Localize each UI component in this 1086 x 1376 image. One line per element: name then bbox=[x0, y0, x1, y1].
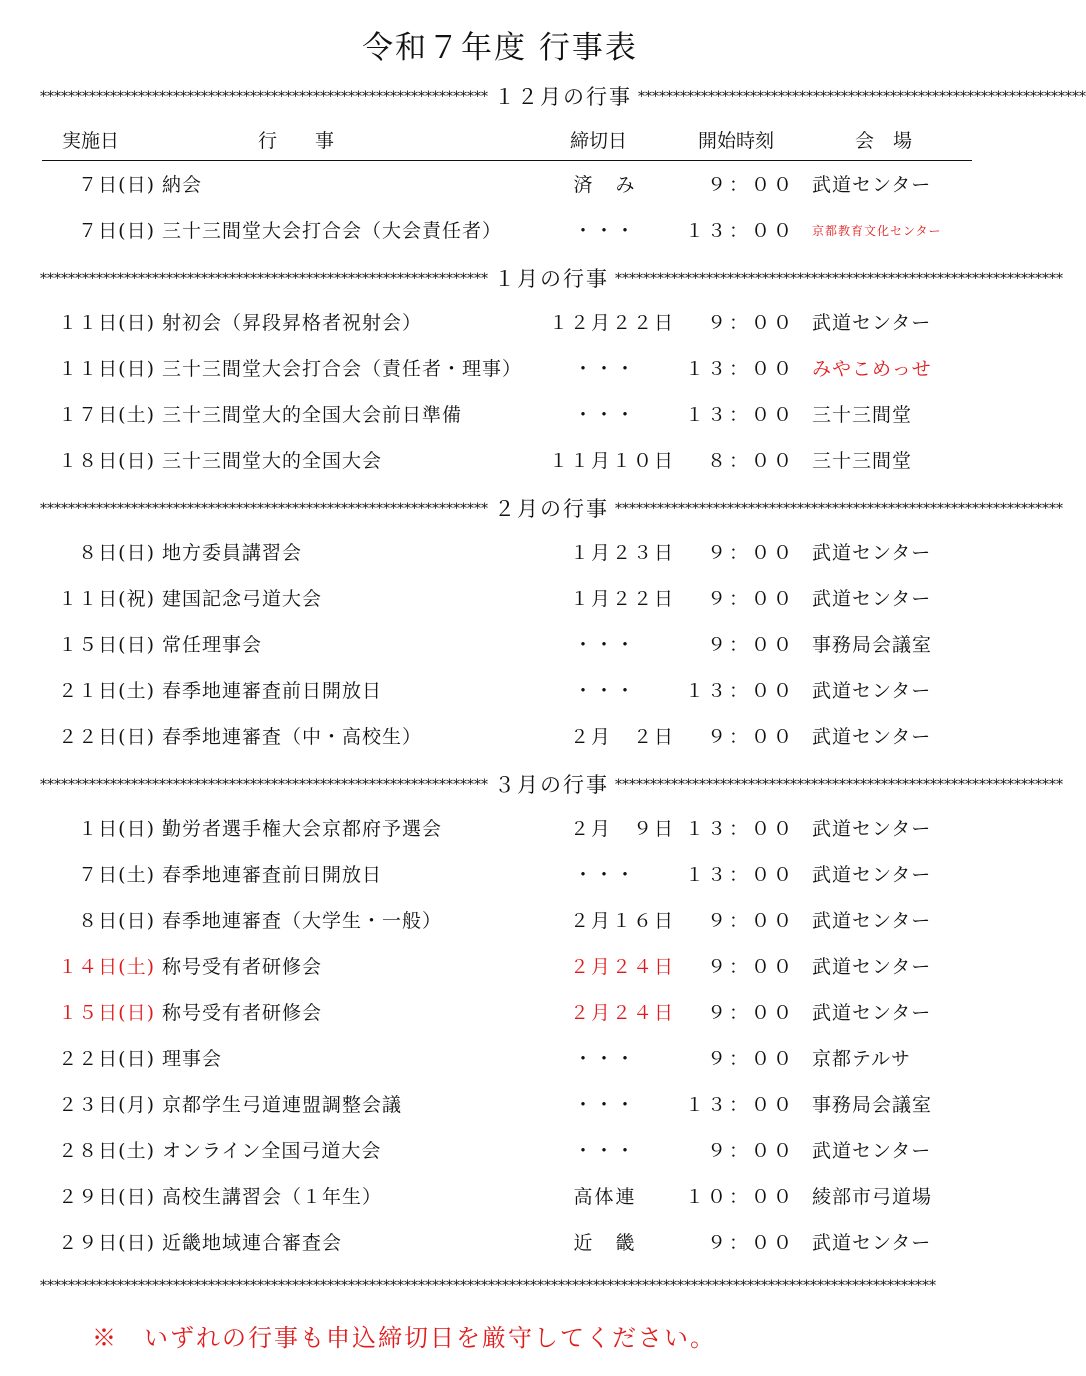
row-deadline: ２月２４日 bbox=[569, 956, 675, 978]
row-venue: 武道センター bbox=[812, 588, 932, 610]
row-venue: 武道センター bbox=[812, 956, 932, 978]
row-date: ２９日(日) bbox=[58, 1186, 155, 1208]
row-deadline: ・・・ bbox=[573, 1048, 637, 1070]
star-divider: **************************************************************** bbox=[615, 500, 1063, 517]
row-date: １日(日) bbox=[78, 818, 155, 840]
row-venue: 武道センター bbox=[812, 818, 932, 840]
row-deadline: ２月１６日 bbox=[569, 910, 675, 932]
star-divider: **************************************************************** bbox=[40, 88, 488, 105]
row-date: １７日(土) bbox=[58, 404, 155, 426]
row-venue: 武道センター bbox=[812, 312, 932, 334]
table-row bbox=[0, 1085, 1000, 1125]
row-venue: 武道センター bbox=[812, 726, 932, 748]
row-event: 称号受有者研修会 bbox=[162, 956, 323, 978]
row-date: １８日(日) bbox=[58, 450, 155, 472]
row-date: ２３日(月) bbox=[58, 1094, 155, 1116]
table-row bbox=[0, 211, 1000, 251]
star-divider: **************************************************************** bbox=[488, 1278, 936, 1294]
table-row bbox=[0, 165, 1000, 205]
row-date: ２９日(日) bbox=[58, 1232, 155, 1254]
row-venue: 武道センター bbox=[812, 864, 932, 886]
row-time: １３：００ bbox=[684, 818, 795, 840]
row-venue: 武道センター bbox=[812, 680, 932, 702]
table-row bbox=[0, 533, 1000, 573]
deadline-notice: ※ いずれの行事も申込締切日を厳守してください。 bbox=[92, 1324, 716, 1352]
row-deadline: ・・・ bbox=[573, 404, 637, 426]
row-deadline: ・・・ bbox=[573, 864, 637, 886]
row-venue: 武道センター bbox=[812, 174, 932, 196]
table-row bbox=[0, 303, 1000, 343]
row-time: １３：００ bbox=[684, 1094, 795, 1116]
row-event: 三十三間堂大的全国大会 bbox=[162, 450, 383, 472]
row-venue: 京都教育文化センター bbox=[812, 224, 942, 238]
row-event: 春季地連審査前日開放日 bbox=[162, 680, 383, 702]
row-event: 高校生講習会（１年生） bbox=[162, 1186, 383, 1208]
star-divider: **************************************************************** bbox=[40, 270, 488, 287]
row-event: 勤労者選手権大会京都府予選会 bbox=[162, 818, 443, 840]
row-date: ８日(日) bbox=[78, 910, 155, 932]
row-deadline: ・・・ bbox=[573, 1140, 637, 1162]
table-row bbox=[0, 1039, 1000, 1079]
row-deadline: 近 畿 bbox=[573, 1232, 637, 1254]
row-date: １１日(祝) bbox=[58, 588, 155, 610]
section-header-february bbox=[40, 492, 1063, 522]
header-time: 開始時刻 bbox=[698, 130, 775, 152]
row-event: 理事会 bbox=[162, 1048, 223, 1070]
row-date: ７日(土) bbox=[78, 864, 155, 886]
table-row bbox=[0, 855, 1000, 895]
row-time: １３：００ bbox=[684, 680, 795, 702]
row-time: ９：００ bbox=[706, 634, 795, 656]
row-date: ７日(日) bbox=[78, 174, 155, 196]
row-event: 春季地連審査前日開放日 bbox=[162, 864, 383, 886]
row-event: 春季地連審査（中・高校生） bbox=[162, 726, 423, 748]
table-row bbox=[0, 1223, 1000, 1263]
row-date: １５日(日) bbox=[58, 634, 155, 656]
star-divider: **************************************************************** bbox=[615, 270, 1063, 287]
row-time: ９：００ bbox=[706, 1048, 795, 1070]
row-deadline: ・・・ bbox=[573, 358, 637, 380]
row-date: １５日(日) bbox=[58, 1002, 155, 1024]
row-time: ８：００ bbox=[706, 450, 795, 472]
header-deadline: 締切日 bbox=[570, 130, 628, 152]
row-date: ２１日(土) bbox=[58, 680, 155, 702]
row-event: 納会 bbox=[162, 174, 203, 196]
table-row bbox=[0, 395, 1000, 435]
star-divider: **************************************************************** bbox=[40, 500, 488, 517]
row-deadline: １月２２日 bbox=[569, 588, 675, 610]
table-row bbox=[0, 671, 1000, 711]
row-date: １４日(土) bbox=[58, 956, 155, 978]
row-deadline: ２月 ２日 bbox=[569, 726, 675, 748]
table-row bbox=[0, 441, 1000, 481]
row-deadline: ・・・ bbox=[573, 634, 637, 656]
row-event: 常任理事会 bbox=[162, 634, 263, 656]
row-venue: 武道センター bbox=[812, 542, 932, 564]
column-headers bbox=[40, 124, 970, 158]
row-event: 近畿地域連合審査会 bbox=[162, 1232, 343, 1254]
row-venue: 武道センター bbox=[812, 1002, 932, 1024]
row-deadline: １月２３日 bbox=[569, 542, 675, 564]
row-time: ９：００ bbox=[706, 312, 795, 334]
table-row bbox=[0, 625, 1000, 665]
section-header-january bbox=[40, 262, 1063, 292]
row-deadline: １２月２２日 bbox=[548, 312, 675, 334]
row-venue: 事務局会議室 bbox=[812, 634, 933, 656]
row-time: ９：００ bbox=[706, 1140, 795, 1162]
row-time: ９：００ bbox=[706, 174, 795, 196]
table-row bbox=[0, 717, 1000, 757]
star-divider: **************************************************************** bbox=[615, 776, 1063, 793]
table-row bbox=[0, 901, 1000, 941]
section-label: １２月の行事 bbox=[494, 84, 632, 109]
row-venue: 三十三間堂 bbox=[812, 450, 913, 472]
row-date: ２８日(土) bbox=[58, 1140, 155, 1162]
row-event: 建国記念弓道大会 bbox=[162, 588, 323, 610]
row-date: １１日(日) bbox=[58, 312, 155, 334]
row-deadline: 済 み bbox=[573, 174, 637, 196]
row-venue: みやこめっせ bbox=[812, 358, 932, 380]
row-time: １０：００ bbox=[684, 1186, 795, 1208]
section-header-december bbox=[40, 80, 1086, 110]
row-venue: 京都テルサ bbox=[812, 1048, 912, 1070]
row-venue: 事務局会議室 bbox=[812, 1094, 933, 1116]
row-deadline: １１月１０日 bbox=[548, 450, 675, 472]
header-event: 行 事 bbox=[258, 130, 335, 152]
row-venue: 武道センター bbox=[812, 910, 932, 932]
row-venue: 綾部市弓道場 bbox=[812, 1186, 933, 1208]
row-event: 三十三間堂大会打合会（大会責任者） bbox=[162, 220, 503, 242]
row-event: 京都学生弓道連盟調整会議 bbox=[162, 1094, 403, 1116]
row-date: ８日(日) bbox=[78, 542, 155, 564]
star-divider: **************************************************************** bbox=[40, 1278, 488, 1294]
table-row bbox=[0, 1131, 1000, 1171]
row-date: １１日(日) bbox=[58, 358, 155, 380]
row-deadline: 高体連 bbox=[573, 1186, 637, 1208]
star-divider: **************************************************************** bbox=[638, 88, 1086, 105]
row-venue: 武道センター bbox=[812, 1140, 932, 1162]
row-event: 称号受有者研修会 bbox=[162, 1002, 323, 1024]
section-label: １月の行事 bbox=[494, 266, 609, 291]
row-time: １３：００ bbox=[684, 864, 795, 886]
section-header-march bbox=[40, 768, 1063, 798]
row-deadline: ２月２４日 bbox=[569, 1002, 675, 1024]
row-time: ９：００ bbox=[706, 542, 795, 564]
row-deadline: ２月 ９日 bbox=[569, 818, 675, 840]
row-event: 春季地連審査（大学生・一般） bbox=[162, 910, 443, 932]
row-date: ２２日(日) bbox=[58, 1048, 155, 1070]
header-venue: 会 場 bbox=[855, 130, 913, 152]
row-time: １３：００ bbox=[684, 404, 795, 426]
row-venue: 武道センター bbox=[812, 1232, 932, 1254]
row-time: １３：００ bbox=[684, 220, 795, 242]
table-row bbox=[0, 579, 1000, 619]
row-time: ９：００ bbox=[706, 726, 795, 748]
row-event: 三十三間堂大会打合会（責任者・理事） bbox=[162, 358, 523, 380]
table-row bbox=[0, 1177, 1000, 1217]
header-divider bbox=[42, 160, 972, 161]
row-date: ２２日(日) bbox=[58, 726, 155, 748]
row-time: ９：００ bbox=[706, 910, 795, 932]
row-deadline: ・・・ bbox=[573, 1094, 637, 1116]
row-time: ９：００ bbox=[706, 956, 795, 978]
header-date: 実施日 bbox=[62, 130, 120, 152]
row-time: ９：００ bbox=[706, 1232, 795, 1254]
row-deadline: ・・・ bbox=[573, 220, 637, 242]
row-event: 三十三間堂大的全国大会前日準備 bbox=[162, 404, 463, 426]
row-event: オンライン全国弓道大会 bbox=[162, 1140, 382, 1162]
row-time: １３：００ bbox=[684, 358, 795, 380]
row-time: ９：００ bbox=[706, 1002, 795, 1024]
section-label: ２月の行事 bbox=[494, 496, 609, 521]
table-row bbox=[0, 809, 1000, 849]
star-divider: **************************************************************** bbox=[40, 776, 488, 793]
row-time: ９：００ bbox=[706, 588, 795, 610]
row-event: 射初会（昇段昇格者祝射会） bbox=[162, 312, 423, 334]
row-deadline: ・・・ bbox=[573, 680, 637, 702]
row-event: 地方委員講習会 bbox=[162, 542, 303, 564]
row-date: ７日(日) bbox=[78, 220, 155, 242]
section-label: ３月の行事 bbox=[494, 772, 609, 797]
bottom-star-divider bbox=[40, 1278, 970, 1302]
table-row bbox=[0, 947, 1000, 987]
page-title: 令和７年度 行事表 bbox=[362, 30, 638, 66]
table-row bbox=[0, 993, 1000, 1033]
row-venue: 三十三間堂 bbox=[812, 404, 913, 426]
table-row bbox=[0, 349, 1000, 389]
